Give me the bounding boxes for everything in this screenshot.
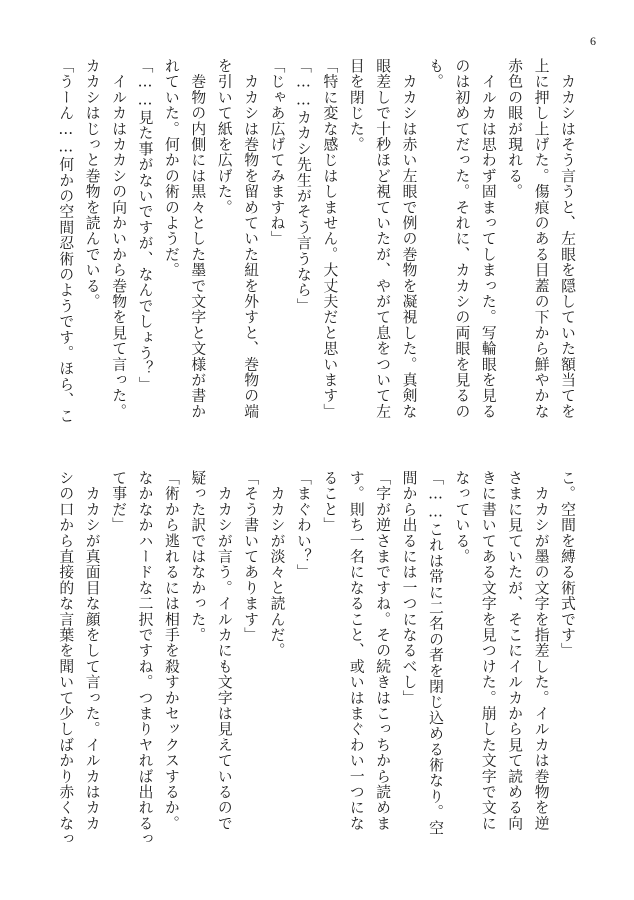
text-column: 疑った訳ではなかった。	[189, 470, 207, 643]
text-column: 「特に変な感じはしません。大丈夫だと思います」	[321, 58, 339, 420]
text-column: れていた。何かの術のようだ。	[162, 58, 180, 278]
text-column: 巻物の内側には黒々とした墨で文字と文様が書か	[189, 58, 207, 420]
upper-text-block	[57, 58, 580, 438]
text-column: イルカはカカシの向かいから巻物を見て言った。	[110, 58, 128, 420]
text-column: カカシが真面目な顔をして言った。イルカはカカ	[83, 470, 101, 832]
page-number: 6	[590, 34, 596, 48]
text-column: 「字が逆さまですね。その続きはこっちから読めま	[374, 470, 392, 832]
text-column: 「うーん……何かの空間忍術のようです。ほら、こ	[57, 58, 75, 424]
text-column: なかなかハードな二択ですね。つまりヤれば出れるっ	[136, 470, 154, 847]
text-column: イルカは思わず固まってしまった。写輪眼を見る	[479, 58, 497, 420]
text-column: 「……これは常に二名の者を閉じ込める術なり。空	[426, 470, 444, 836]
text-column: 「術から逃れるには相手を殺すかセックスするか。	[162, 470, 180, 832]
text-column: 「まぐわい？」	[294, 470, 312, 580]
text-column: も。	[426, 58, 444, 90]
text-column: を引いて紙を広げた。	[215, 58, 233, 215]
text-column: 目を閉じた。	[347, 58, 365, 153]
text-column: カカシは赤い左眼で例の巻物を凝視した。真剣な	[400, 58, 418, 420]
text-column: 「じゃあ広げてみますね」	[268, 58, 286, 247]
text-column: て事だ」	[110, 470, 128, 533]
text-column: ること」	[321, 470, 339, 533]
lower-text-block	[57, 470, 580, 870]
text-column: 「……カカシ先生がそう言うなら」	[294, 58, 312, 314]
text-column: カカシは巻物を留めていた紐を外すと、巻物の端	[242, 58, 260, 420]
text-column: 眼差しで十秒ほど視ていたが、やがて息をついて左	[374, 58, 392, 420]
text-column: 赤色の眼が現れる。	[506, 58, 524, 200]
text-column: す。則ち一名になること、或いはまぐわい一つにな	[347, 470, 365, 832]
text-column: 上に押し上げた。傷痕のある目蓋の下から鮮やかな	[532, 58, 550, 420]
text-column: さまに見ていたが、そこにイルカから見て読める向	[506, 470, 524, 832]
text-column: 間から出るには一つになるべし」	[400, 470, 418, 706]
text-column: シの口から直接的な言葉を聞いて少しばかり赤くなっ	[57, 470, 75, 847]
text-column: カカシが言う。イルカにも文字は見えているので	[215, 470, 233, 832]
text-column: カカシが墨の文字を指差した。イルカは巻物を逆	[532, 470, 550, 832]
text-column: 「そう書いてあります」	[242, 470, 260, 643]
text-column: きに書いてある文字を見つけた。崩した文字で文に	[479, 470, 497, 832]
text-column: なっている。	[453, 470, 471, 565]
text-column: カカシはじっと巻物を読んでいる。	[83, 58, 101, 310]
text-column: カカシはそう言うと、左眼を隠していた額当てを	[559, 58, 576, 420]
text-column: 「……見た事がないですが、なんでしょう？」	[136, 58, 154, 393]
text-column: カカシが淡々と読んだ。	[268, 470, 286, 659]
text-column: のは初めてだった。それに、カカシの両眼を見るの	[453, 58, 471, 420]
text-column: こ。空間を縛る術式です」	[559, 470, 576, 659]
